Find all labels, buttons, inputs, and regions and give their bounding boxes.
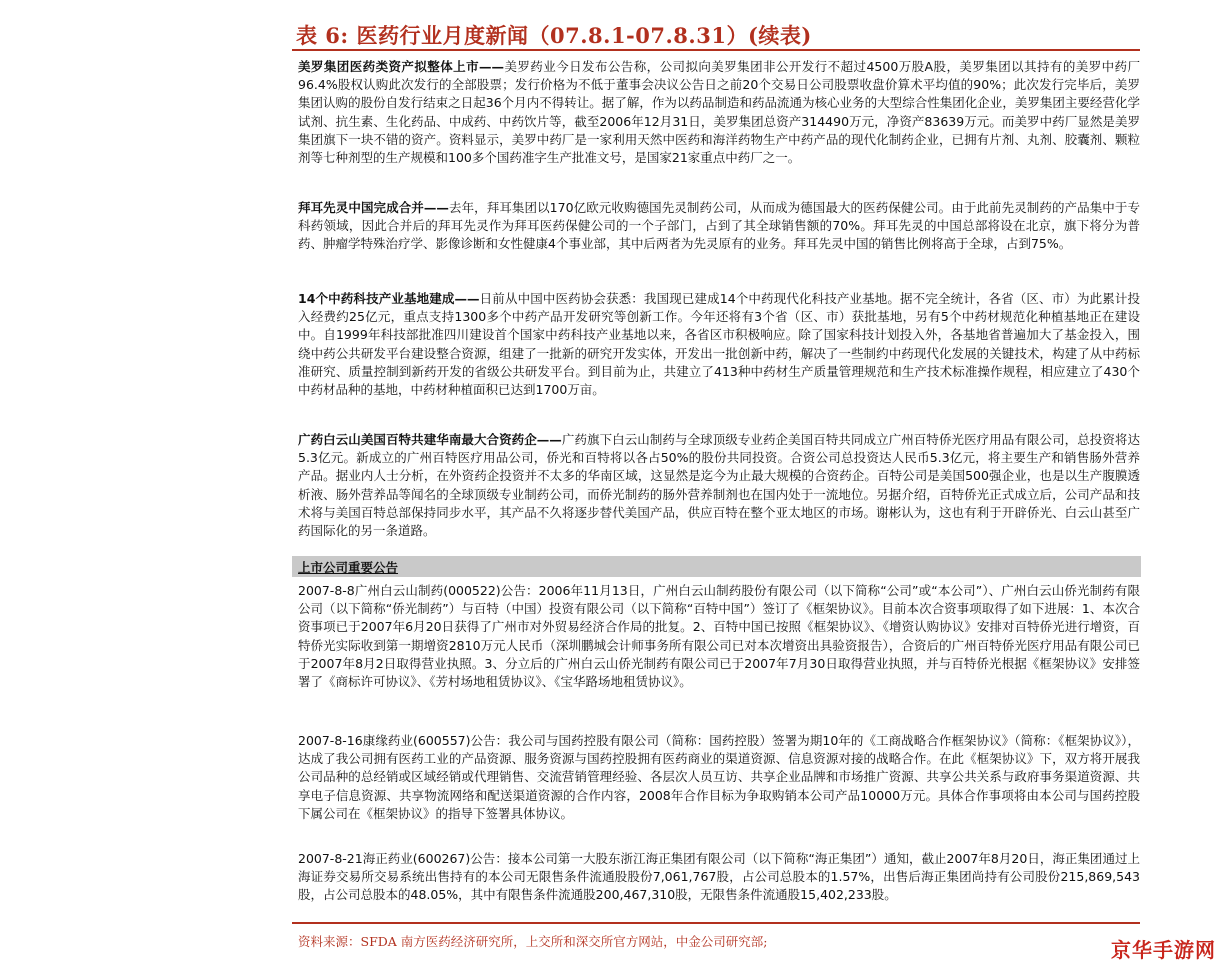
table-title: 表 6: 医药行业月度新闻（07.8.1-07.8.31）(续表): [296, 23, 812, 48]
news-headline: 美罗集团医药类资产拟整体上市——: [298, 59, 505, 74]
news-headline: 14个中药科技产业基地建成——: [298, 291, 480, 306]
announcement-item: [298, 582, 1140, 691]
footer-divider: [292, 922, 1140, 924]
news-body: 去年，拜耳集团以170亿欧元收购德国先灵制药公司，从而成为德国最大的医药保健公司。由于此前先灵制药的产品集中于专科药领域，因此合并后的拜耳先灵作为拜耳医药保健公司的一个子部门，占到了其全球销售额的70%。拜耳先灵的中国总部将设在北京，旗下将分为普药、肿瘤学特殊治疗学、影像诊断和女性健康4个事业部，其中后两者为先灵原有的业务。拜耳先灵中国的销售比例将高于全球，占到75%。: [298, 200, 1140, 252]
news-headline: 拜耳先灵中国完成合并——: [298, 200, 449, 215]
news-body: 广药旗下白云山制药与全球顶级专业药企美国百特共同成立广州百特侨光医疗用品有限公司，总投资将达5.3亿元。新成立的广州百特医疗用品公司，侨光和百特将以各占50%的股份共同投资。合资公司总投资达人民币5.3亿元，将主要生产和销售肠外营养产品。据业内人士分析，在外资药企投资并不太多的华南区域，这显然是迄今为止最大规模的合资药企。百特公司是美国500强企业，也是以生产腹膜透析液、肠外营养品等闻名的全球顶级专业制药公司，而侨光制药的肠外营养制剂也在国内处于一流地位。另据介绍，百特侨光正式成立后，公司产品和技术将与美国百特总部保持同步水平，其产品不久将逐步替代美国产品，供应百特在整个亚太地区的市场。谢彬认为，这也有利于开辟侨光、白云山甚至广药国际化的另一条道路。: [298, 432, 1140, 539]
section-title: 上市公司重要公告: [298, 560, 399, 575]
title-divider: [292, 49, 1140, 51]
announcement-text: 2007-8-16康缘药业(600557)公告：我公司与国药控股有限公司（简称：国药控股）签署为期10年的《工商战略合作框架协议》（简称：《框架协议》），达成了我公司拥有医药工业的产品资源、服务资源与国药控股拥有医药商业的渠道资源、信息资源对接的战略合作。在此《框架协议》下，双方将开展我公司品种的总经销或区域经销或代理销售、交流营销管理经验、各层次人员互访、共享企业品牌和市场推广资源、共享公共关系与政府事务渠道资源、共享电子信息资源、共享物流网络和配送渠道资源的合作内容，2008年合作目标为争取购销本公司产品10000万元。具体合作事项将由本公司与国药控股下属公司在《框架协议》的指导下签署具体协议。: [298, 733, 1140, 821]
news-body: 美罗药业今日发布公告称，公司拟向美罗集团非公开发行不超过4500万股A股，美罗集团以其持有的美罗中药厂96.4%股权认购此次发行的全部股票；发行价格为不低于董事会决议公告日之前20个交易日公司股票收盘价算术平均值的90%；此次发行完毕后，美罗集团认购的股份自发行结束之日起36个月内不得转让。据了解，作为以药品制造和药品流通为核心业务的大型综合性集团化企业，美罗集团主要经营化学试剂、抗生素、生化药品、中成药、中药饮片等，截至2006年12月31日，美罗集团总资产314490万元，净资产83639万元。而美罗中药厂显然是美罗集团旗下一块不错的资产。资料显示，美罗中药厂是一家利用天然中医药和海洋药物生产中药产品的现代化制药企业，已拥有片剂、丸剂、胶囊剂、颗粒剂等七种剂型的生产规模和100多个国药准字生产批准文号，是国家21家重点中药厂之一。: [298, 59, 1140, 166]
news-item: [298, 199, 1140, 254]
announcement-text: 2007-8-21海正药业(600267)公告：接本公司第一大股东浙江海正集团有限公司（以下简称“海正集团”）通知，截止2007年8月20日，海正集团通过上海证券交易所交易系统出售持有的本公司无限售条件流通股股份7,061,767股，占公司总股本的1.57%，出售后海正集团尚持有公司股份215,869,543股，占公司总股本的48.05%，其中有限售条件流通股200,467,310股，无限售条件流通股15,402,233股。: [298, 851, 1140, 903]
announcement-text: 2007-8-8广州白云山制药(000522)公告：2006年11月13日，广州白云山制药股份有限公司（以下简称“公司”或“本公司”）、广州白云山侨光制药有限公司（以下简称“侨光制药”）与百特（中国）投资有限公司（以下简称“百特中国”）签订了《框架协议》。目前本次合资事项取得了如下进展：1、本次合资事项已于2007年6月20日获得了广州市对外贸易经济合作局的批复。2、百特中国已按照《框架协议》、《增资认购协议》安排对百特侨光进行增资，百特侨光实际收到第一期增资2810万元人民币（深圳鹏城会计师事务所有限公司已对本次增资出具验资报告），合资后的广州百特侨光医疗用品有限公司已于2007年8月2日取得营业执照。3、分立后的广州白云山侨光制药有限公司已于2007年7月30日取得营业执照，并与百特侨光根据《框架协议》安排签署了《商标许可协议》、《芳村场地租赁协议》、《宝华路场地租赁协议》。: [298, 583, 1140, 690]
news-item: [298, 431, 1140, 540]
section-header: [292, 556, 1141, 577]
site-watermark: 京华手游网: [1111, 938, 1216, 962]
announcement-item: [298, 732, 1140, 823]
news-body: 日前从中国中医药协会获悉：我国现已建成14个中药现代化科技产业基地。据不完全统计，各省（区、市）为此累计投入经费约25亿元，重点支持1300多个中药产品开发研究等创新工作。今年还将有3个省（区、市）获批基地，另有5个中药材规范化种植基地正在建设中。自1999年科技部批准四川建设首个国家中药科技产业基地以来，各省区市积极响应。除了国家科技计划投入外，各基地省普遍加大了基金投入，围绕中药公共研发平台建设整合资源，组建了一批新的研究开发实体，开发出一批创新中药，解决了一些制约中药现代化发展的关键技术，构建了从中药标准研究、质量控制到新药开发的省级公共研发平台。到目前为止，共建立了413种中药材生产质量管理规范和生产技术标准操作规程，相应建立了430个中药材品种的基地，中药材种植面积已达到1700万亩。: [298, 291, 1140, 398]
news-headline: 广药白云山美国百特共建华南最大合资药企——: [298, 432, 562, 447]
news-item: [298, 58, 1140, 167]
announcement-item: [298, 850, 1140, 905]
news-item: [298, 290, 1140, 399]
source-note: 资料来源：SFDA 南方医药经济研究所，上交所和深交所官方网站，中金公司研究部;: [298, 934, 768, 949]
